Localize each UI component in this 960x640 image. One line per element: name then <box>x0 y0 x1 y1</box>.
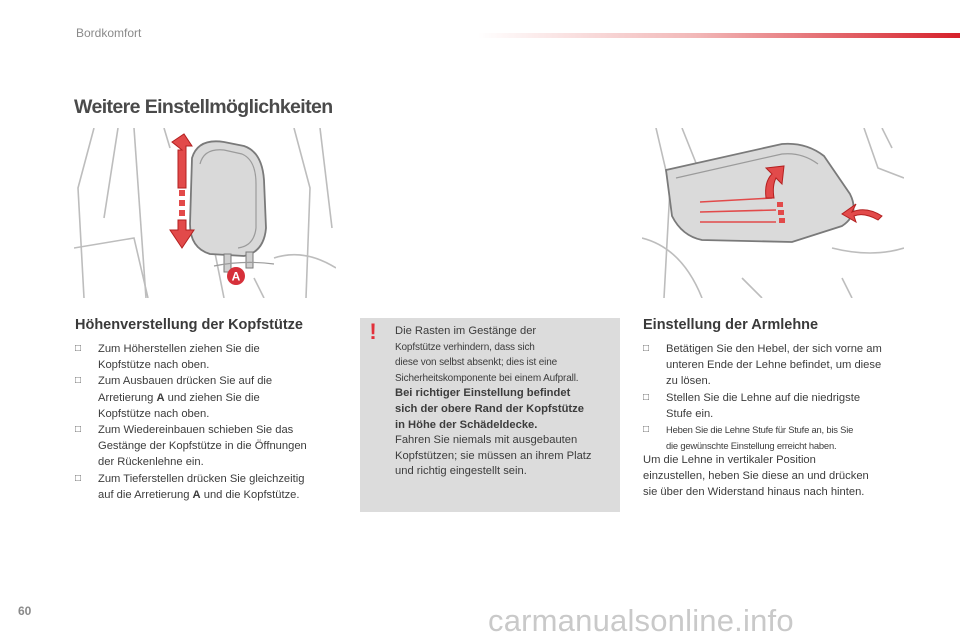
checkbox-bullet-icon: □ <box>643 424 649 436</box>
label-a: A <box>231 269 241 284</box>
headrest-steps-list <box>75 341 340 503</box>
armrest-steps-list <box>643 341 908 454</box>
list-item: □ Stellen Sie die Lehne auf die niedrigste Stufe ein. <box>643 391 861 420</box>
checkbox-bullet-icon: □ <box>75 375 82 387</box>
heading-headrest-height: Höhenverstellung der Kopfstütze <box>75 317 303 333</box>
armrest-vertical-note: Um die Lehne in vertikaler Position einzustellen, heben Sie diese an und drücken sie über den Widerstand hinaus nach hinten. <box>643 454 869 499</box>
armrest-illustration <box>642 128 904 298</box>
list-item: □ Zum Ausbauen drücken Sie auf die Arretierung A und ziehen Sie die Kopfstütze nach oben. <box>75 375 273 420</box>
warning-text: Die Rasten im Gestänge der Kopfstütze verhindern, dass sich diese von selbst absenkt; dies ist eine Sicherheitskomponente bei einem Aufprall. Bei richtiger Einstellung befindet sich der obere Rand der Kopfstütze in Höhe der Schädeldecke. Fahren Sie niemals mit ausgebauten Kopfstützen; sie müssen an ihrem Platz und richtig eingestellt sein. <box>395 325 592 478</box>
checkbox-bullet-icon: □ <box>75 424 82 436</box>
header-rule <box>478 33 960 38</box>
heading-armrest: Einstellung der Armlehne <box>643 317 819 333</box>
checkbox-bullet-icon: □ <box>75 343 82 354</box>
list-item: □ Zum Höherstellen ziehen Sie die Kopfstütze nach oben. <box>75 343 260 372</box>
list-item: □ Heben Sie die Lehne Stufe für Stufe an, bis Sie die gewünschte Einstellung erreicht haben. <box>643 424 854 452</box>
list-item: □ Zum Wiedereinbauen schieben Sie das Gestänge der Kopfstütze in die Öffnungen der Rückenlehne ein. <box>75 424 307 469</box>
page-title: Weitere Einstellmöglichkeiten <box>74 96 333 118</box>
section-title: Bordkomfort <box>76 26 142 40</box>
checkbox-bullet-icon: □ <box>643 343 650 354</box>
page-number: 60 <box>18 604 32 618</box>
list-item: □ Zum Tieferstellen drücken Sie gleichzeitig auf die Arretierung A und die Kopfstütze. <box>75 472 305 501</box>
headrest-shape <box>190 141 266 256</box>
checkbox-bullet-icon: □ <box>643 391 650 403</box>
checkbox-bullet-icon: □ <box>75 472 82 484</box>
headrest-illustration <box>74 128 336 298</box>
list-item: □ Betätigen Sie den Hebel, der sich vorne am unteren Ende der Lehne befindet, um diese zu lösen. <box>643 343 882 388</box>
watermark: carmanualsonline.info <box>488 603 794 638</box>
exclamation-icon: ! <box>369 319 377 344</box>
